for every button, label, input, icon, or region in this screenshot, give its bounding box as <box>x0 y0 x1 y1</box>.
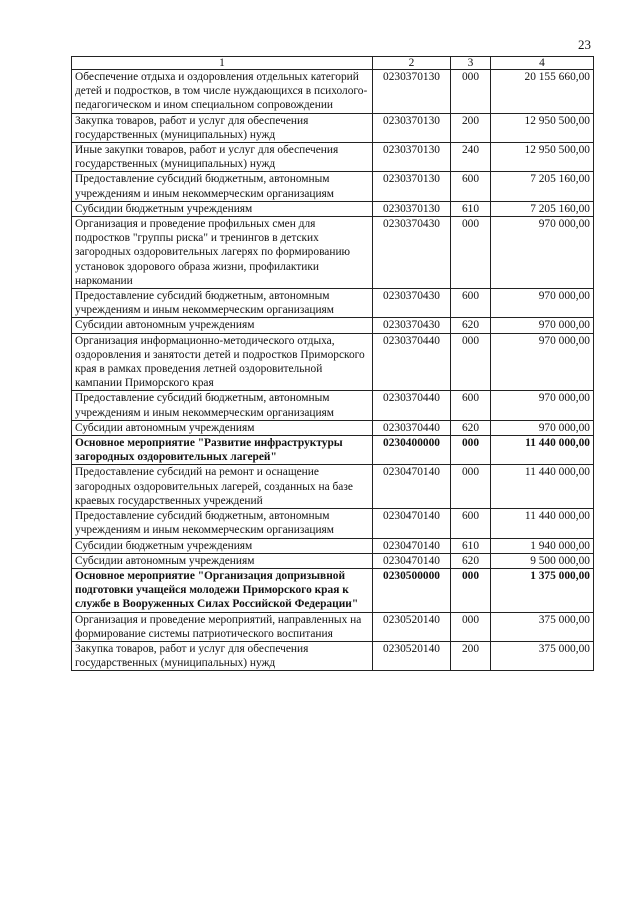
row-name-cell: Субсидии автономным учреждениям <box>72 318 373 333</box>
row-code-cell: 0230370430 <box>373 289 451 318</box>
row-code-cell: 0230370440 <box>373 333 451 391</box>
row-name-cell: Основное мероприятие "Развитие инфраструктуры загородных оздоровительных лагерей" <box>72 436 373 465</box>
row-code-cell: 0230370130 <box>373 172 451 201</box>
header-col-3: 3 <box>451 57 491 70</box>
row-kvr-cell: 000 <box>451 333 491 391</box>
row-name-cell: Закупка товаров, работ и услуг для обеспечения государственных (муниципальных) нужд <box>72 641 373 670</box>
table-row <box>72 70 594 114</box>
row-code-cell: 0230370430 <box>373 217 451 289</box>
row-amount-cell: 9 500 000,00 <box>491 553 594 568</box>
row-amount-cell: 20 155 660,00 <box>491 70 594 114</box>
row-name-cell: Организация и проведение мероприятий, направленных на формирование системы патриотического воспитания <box>72 612 373 641</box>
row-code-cell: 0230370430 <box>373 318 451 333</box>
row-kvr-cell: 620 <box>451 318 491 333</box>
row-name-cell: Организация и проведение профильных смен для подростков "группы риска" и тренингов в детских загородных оздоровительных лагерях по формированию установок здорового образа жизни, профилактики наркомании <box>72 217 373 289</box>
table-row <box>72 391 594 420</box>
row-code-cell: 0230370130 <box>373 143 451 172</box>
row-code-cell: 0230370130 <box>373 113 451 142</box>
row-name-cell: Основное мероприятие "Организация допризывной подготовки учащейся молодежи Приморского края к службе в Вооруженных Силах Российской Федерации" <box>72 568 373 612</box>
row-amount-cell: 11 440 000,00 <box>491 509 594 538</box>
budget-table <box>71 56 594 671</box>
row-code-cell: 0230400000 <box>373 436 451 465</box>
row-kvr-cell: 000 <box>451 436 491 465</box>
header-row <box>72 57 594 70</box>
table-row <box>72 553 594 568</box>
row-amount-cell: 7 205 160,00 <box>491 201 594 216</box>
row-name-cell: Закупка товаров, работ и услуг для обеспечения государственных (муниципальных) нужд <box>72 113 373 142</box>
row-code-cell: 0230520140 <box>373 612 451 641</box>
row-name-cell: Предоставление субсидий на ремонт и оснащение загородных оздоровительных лагерей, созданных на базе краевых государственных учреждений <box>72 465 373 509</box>
row-code-cell: 0230370440 <box>373 420 451 435</box>
row-kvr-cell: 600 <box>451 289 491 318</box>
row-code-cell: 0230470140 <box>373 509 451 538</box>
table-row <box>72 143 594 172</box>
table-row <box>72 509 594 538</box>
row-kvr-cell: 600 <box>451 391 491 420</box>
table-row <box>72 113 594 142</box>
table-row <box>72 172 594 201</box>
row-code-cell: 0230370130 <box>373 70 451 114</box>
row-kvr-cell: 600 <box>451 172 491 201</box>
row-code-cell: 0230470140 <box>373 538 451 553</box>
table-row <box>72 289 594 318</box>
table-row <box>72 612 594 641</box>
row-kvr-cell: 200 <box>451 641 491 670</box>
row-code-cell: 0230520140 <box>373 641 451 670</box>
row-kvr-cell: 000 <box>451 70 491 114</box>
header-col-1: 1 <box>72 57 373 70</box>
table-row <box>72 538 594 553</box>
row-name-cell: Обеспечение отдыха и оздоровления отдельных категорий детей и подростков, в том числе нуждающихся в психолого-педагогическом и ином специальном сопровождении <box>72 70 373 114</box>
row-amount-cell: 970 000,00 <box>491 318 594 333</box>
row-code-cell: 0230470140 <box>373 465 451 509</box>
page-number: 23 <box>578 37 591 52</box>
row-name-cell: Организация информационно-методического отдыха, оздоровления и занятости детей и подростков Приморского края в рамках проведения летней оздоровительной кампании Приморского края <box>72 333 373 391</box>
row-name-cell: Субсидии бюджетным учреждениям <box>72 201 373 216</box>
row-name-cell: Субсидии автономным учреждениям <box>72 420 373 435</box>
table-row <box>72 465 594 509</box>
row-name-cell: Иные закупки товаров, работ и услуг для обеспечения государственных (муниципальных) нужд <box>72 143 373 172</box>
row-amount-cell: 375 000,00 <box>491 612 594 641</box>
table-row <box>72 318 594 333</box>
table-row <box>72 217 594 289</box>
table-row <box>72 420 594 435</box>
row-kvr-cell: 600 <box>451 509 491 538</box>
row-name-cell: Субсидии бюджетным учреждениям <box>72 538 373 553</box>
row-amount-cell: 12 950 500,00 <box>491 113 594 142</box>
row-name-cell: Предоставление субсидий бюджетным, автономным учреждениям и иным некоммерческим организациям <box>72 509 373 538</box>
row-amount-cell: 11 440 000,00 <box>491 436 594 465</box>
row-amount-cell: 11 440 000,00 <box>491 465 594 509</box>
row-kvr-cell: 240 <box>451 143 491 172</box>
table-row <box>72 641 594 670</box>
row-amount-cell: 1 940 000,00 <box>491 538 594 553</box>
row-amount-cell: 970 000,00 <box>491 420 594 435</box>
row-name-cell: Субсидии автономным учреждениям <box>72 553 373 568</box>
header-col-4: 4 <box>491 57 594 70</box>
row-name-cell: Предоставление субсидий бюджетным, автономным учреждениям и иным некоммерческим организациям <box>72 391 373 420</box>
row-kvr-cell: 000 <box>451 217 491 289</box>
row-amount-cell: 970 000,00 <box>491 217 594 289</box>
row-kvr-cell: 000 <box>451 568 491 612</box>
row-code-cell: 0230500000 <box>373 568 451 612</box>
row-name-cell: Предоставление субсидий бюджетным, автономным учреждениям и иным некоммерческим организациям <box>72 289 373 318</box>
table-row <box>72 568 594 612</box>
row-code-cell: 0230370130 <box>373 201 451 216</box>
row-kvr-cell: 610 <box>451 201 491 216</box>
row-code-cell: 0230370440 <box>373 391 451 420</box>
row-amount-cell: 12 950 500,00 <box>491 143 594 172</box>
header-col-2: 2 <box>373 57 451 70</box>
row-amount-cell: 970 000,00 <box>491 289 594 318</box>
row-amount-cell: 7 205 160,00 <box>491 172 594 201</box>
row-amount-cell: 375 000,00 <box>491 641 594 670</box>
row-amount-cell: 970 000,00 <box>491 391 594 420</box>
row-code-cell: 0230470140 <box>373 553 451 568</box>
table-row <box>72 436 594 465</box>
row-amount-cell: 1 375 000,00 <box>491 568 594 612</box>
row-kvr-cell: 620 <box>451 553 491 568</box>
table-row <box>72 201 594 216</box>
row-kvr-cell: 200 <box>451 113 491 142</box>
row-kvr-cell: 000 <box>451 612 491 641</box>
row-kvr-cell: 620 <box>451 420 491 435</box>
row-kvr-cell: 610 <box>451 538 491 553</box>
row-amount-cell: 970 000,00 <box>491 333 594 391</box>
table-row <box>72 333 594 391</box>
row-kvr-cell: 000 <box>451 465 491 509</box>
row-name-cell: Предоставление субсидий бюджетным, автономным учреждениям и иным некоммерческим организациям <box>72 172 373 201</box>
